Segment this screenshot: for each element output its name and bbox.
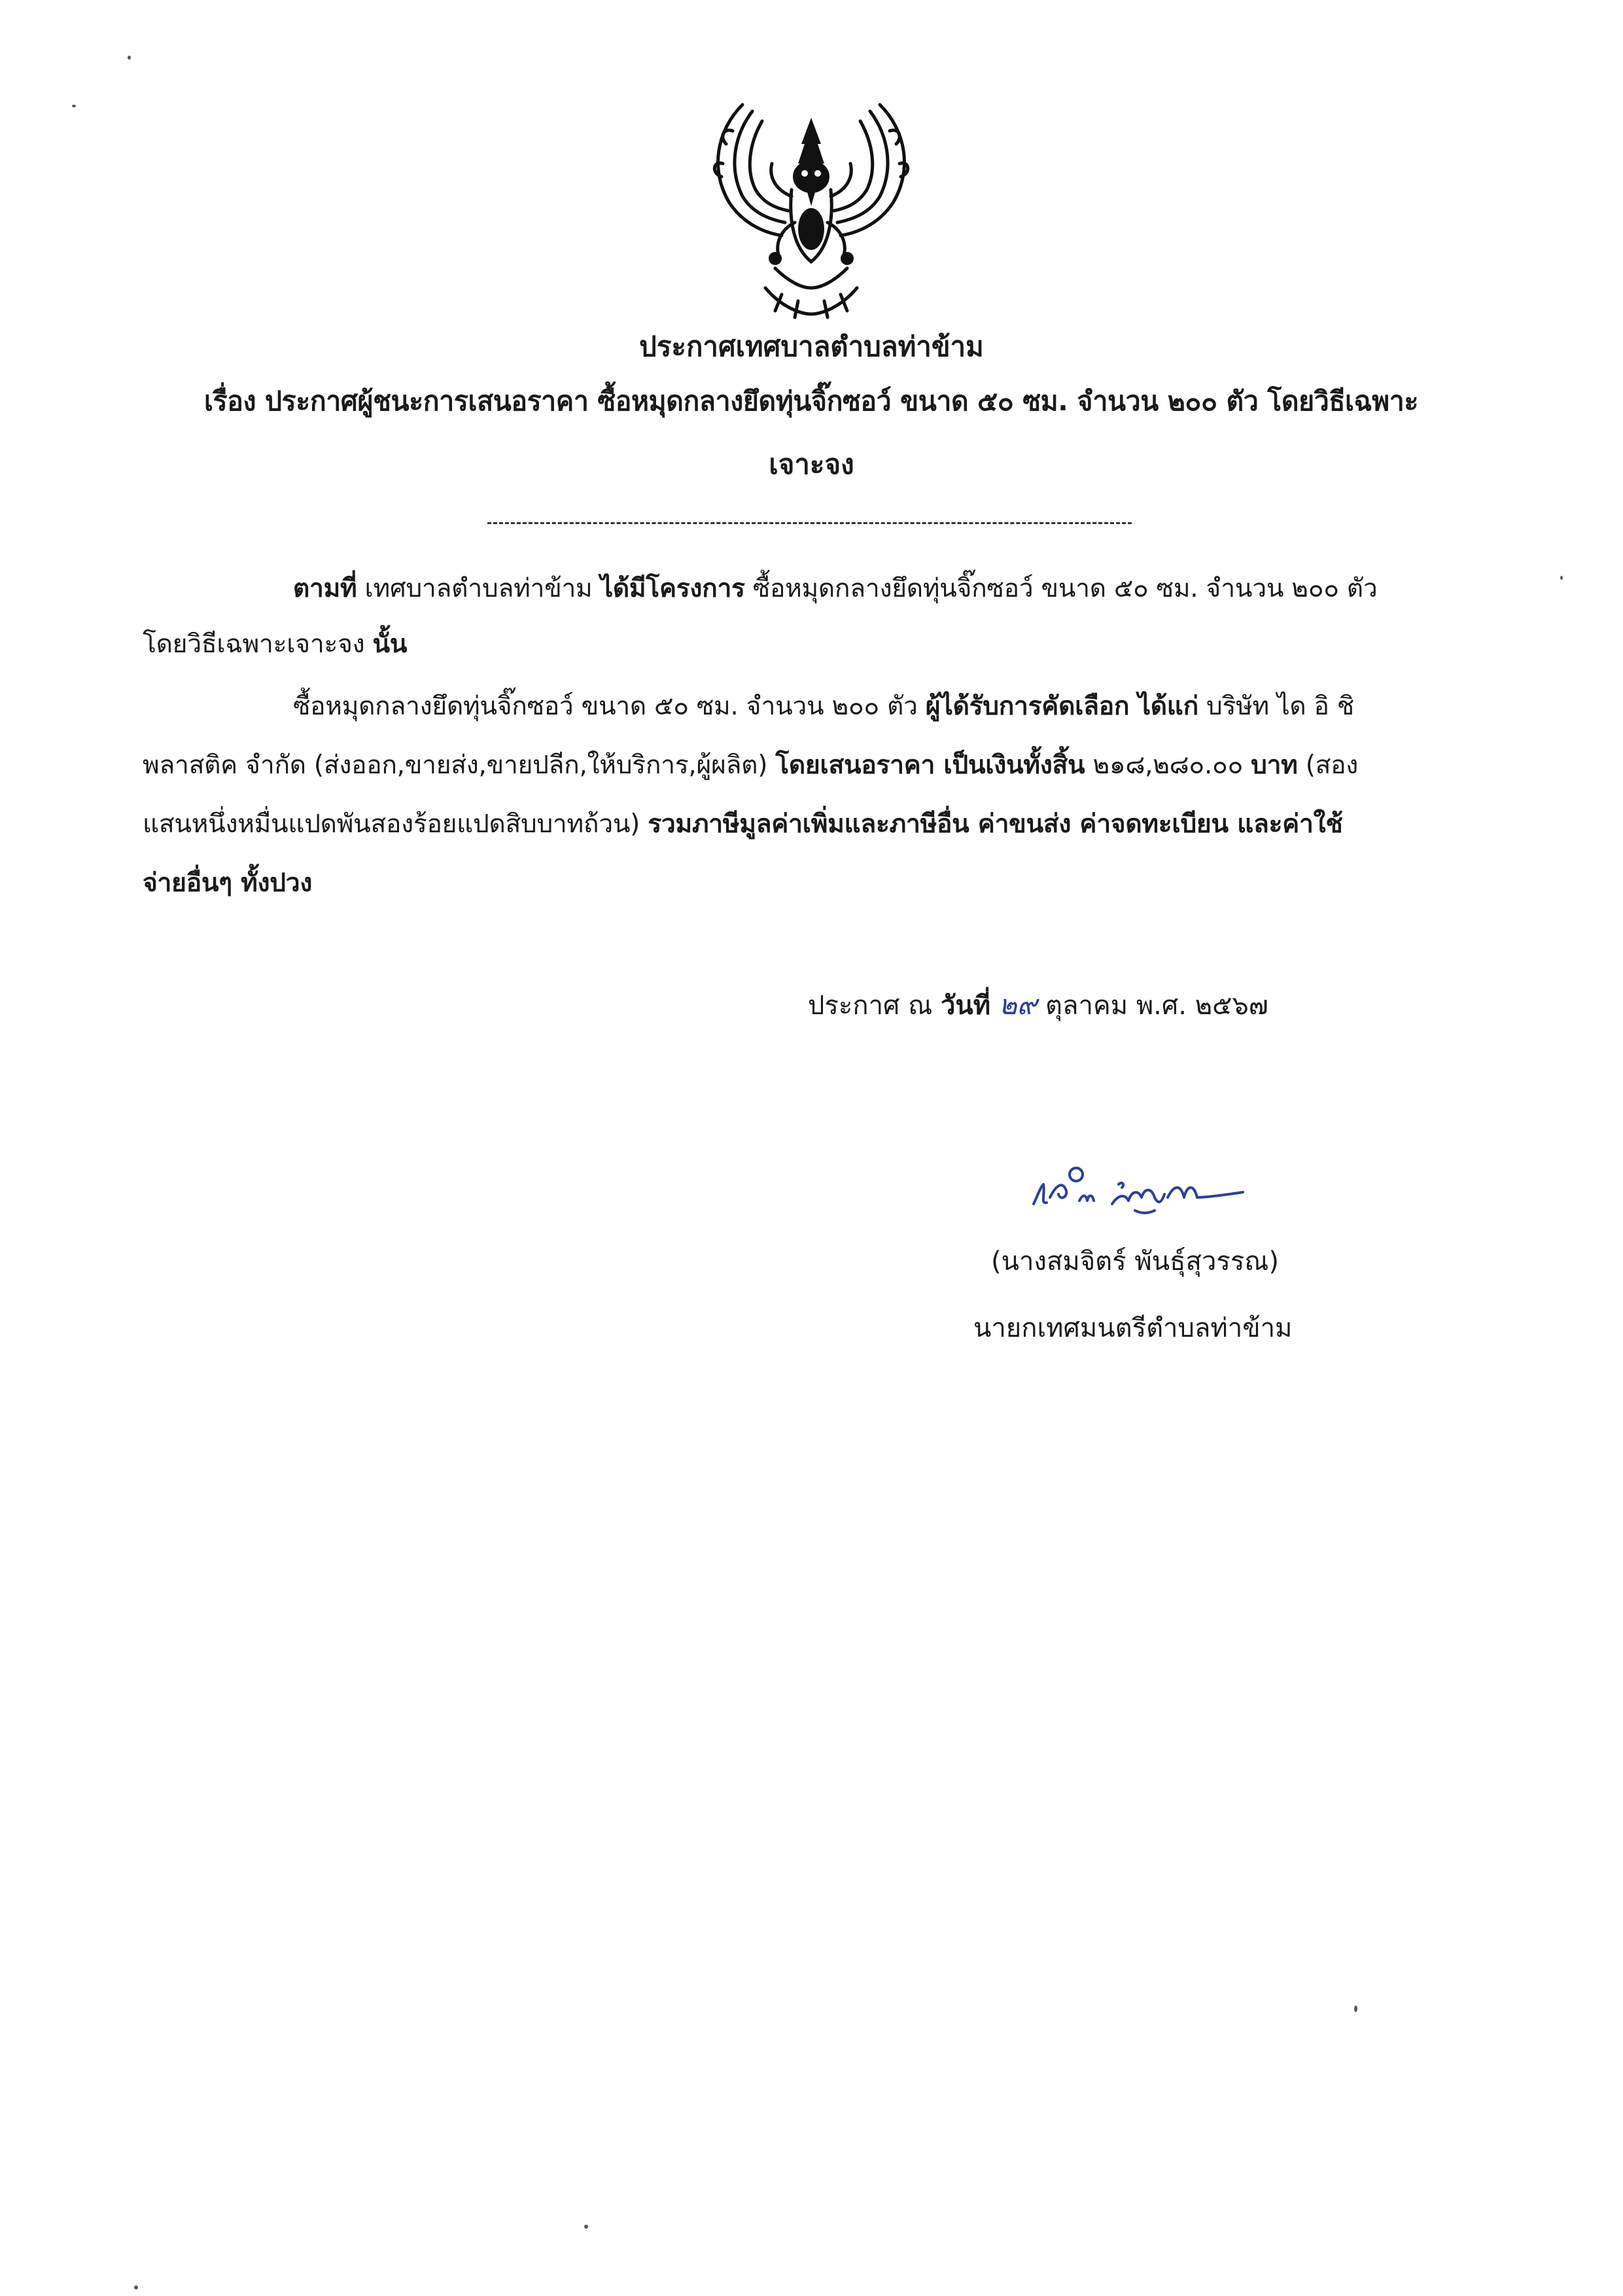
announcement-title: ประกาศเทศบาลตำบลท่าข้าม: [639, 330, 984, 362]
para2-company: บริษัท ได อิ ชิ: [1198, 692, 1354, 721]
para2-company-cont: พลาสติค จำกัด (ส่งออก,ขายส่ง,ขายปลีก,ให้บริการ,ผู้ผลิต): [143, 751, 776, 780]
date-day: ๒๙: [998, 989, 1038, 1021]
para2-line1: [293, 687, 1354, 726]
scan-speck: [1354, 2005, 1357, 2012]
para2-line4: จ่ายอื่นๆ ทั้งปวง: [143, 868, 313, 898]
para1-line2: [143, 625, 407, 664]
date-month-year: ตุลาคม พ.ศ. ๒๕๖๗: [1037, 991, 1268, 1021]
date-prefix: ประกาศ ณ: [808, 991, 941, 1021]
para2-price-label: โดยเสนอราคา เป็นเงินทั้งสิ้น: [775, 751, 1085, 780]
scan-speck: [72, 105, 76, 107]
date-day-label: วันที่: [940, 991, 991, 1021]
para1-agency: เทศบาลตำบลท่าข้าม: [357, 574, 601, 603]
para2-baht: บาท: [1251, 751, 1298, 780]
para2-winner-label: ผู้ได้รับการคัดเลือก ได้แก่: [925, 692, 1198, 721]
para1-method: โดยวิธีเฉพาะเจาะจง: [143, 629, 373, 659]
para1-lead: ตามที่: [293, 574, 357, 603]
para2-line3: [143, 805, 1343, 844]
para2-price: ๒๑๘,๒๘๐.๐๐: [1085, 751, 1251, 780]
scan-speck: [128, 56, 131, 60]
garuda-emblem-icon: [703, 92, 919, 321]
announcement-date: [808, 985, 1268, 1025]
para1-project-label: ได้มีโครงการ: [600, 574, 745, 603]
para1-project: ซื้อหมุดกลางยึดทุ่นจิ๊กซอว์ ขนาด ๕๐ ซม. จำนวน ๒๐๐ ตัว: [744, 574, 1378, 603]
para1-end: นั้น: [372, 629, 408, 659]
para2-item: ซื้อหมุดกลางยึดทุ่นจิ๊กซอว์ ขนาด ๕๐ ซม. จำนวน ๒๐๐ ตัว: [293, 692, 926, 721]
signatory-name: (นางสมจิตร์ พันธุ์สุวรรณ): [991, 1246, 1280, 1277]
para2-price-words-start: (สอง: [1297, 751, 1358, 780]
para1-line1: [293, 569, 1377, 609]
subject-line-2: เจาะจง: [769, 448, 854, 480]
subject-line-1: เรื่อง ประกาศผู้ชนะการเสนอราคา ซื้อหมุดกลางยึดทุ่นจิ๊กซอว์ ขนาด ๕๐ ซม. จำนวน ๒๐๐ ตัว โดยวิธีเฉพาะ: [204, 385, 1418, 417]
signatory-position: นายกเทศมนตรีตำบลท่าข้าม: [973, 1313, 1293, 1343]
para2-price-words: แสนหนึ่งหมื่นแปดพันสองร้อยแปดสิบบาทถ้วน): [143, 809, 648, 839]
divider: [487, 522, 1132, 524]
scan-speck: [134, 2286, 138, 2289]
scan-speck: [584, 2225, 588, 2229]
para2-line2: [143, 746, 1358, 785]
para2-inclusions: รวมภาษีมูลค่าเพิ่มและภาษีอื่น ค่าขนส่ง ค่าจดทะเบียน และค่าใช้: [648, 809, 1343, 839]
scan-speck: [1560, 576, 1563, 580]
signature-icon: [1021, 1158, 1256, 1217]
